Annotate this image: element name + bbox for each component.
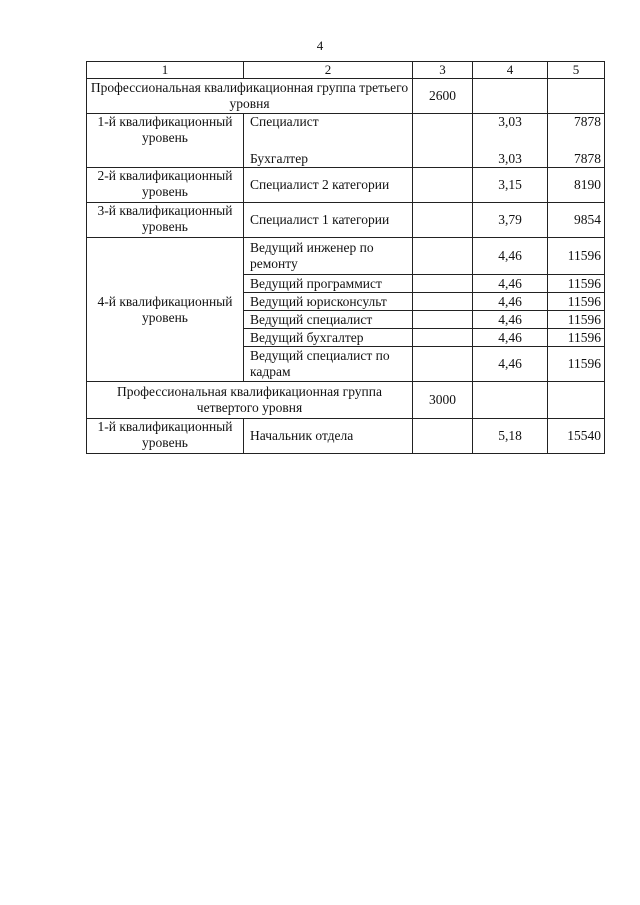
salary: 11596 xyxy=(548,293,605,311)
salary-table xyxy=(86,61,605,454)
column-header: 5 xyxy=(548,62,605,79)
coefficient: 3,03 xyxy=(498,151,522,166)
empty-cell xyxy=(413,311,473,329)
empty-cell xyxy=(413,347,473,382)
position-name: Ведущий специалист по кадрам xyxy=(244,347,413,382)
coefficient: 4,46 xyxy=(473,293,548,311)
group-title: Профессиональная квалификационная группа четвертого уровня xyxy=(87,382,413,419)
position-name: Специалист 2 категории xyxy=(244,168,413,203)
empty-cell xyxy=(413,114,473,168)
position-name: Ведущий инженер по ремонту xyxy=(244,238,413,275)
qualification-level: 1-й квалификационный уровень xyxy=(87,114,244,168)
salary: 11596 xyxy=(548,347,605,382)
position-name: Ведущий бухгалтер xyxy=(244,329,413,347)
page-number: 4 xyxy=(316,38,324,53)
coefficient: 3,79 xyxy=(473,203,548,238)
group-base-salary: 3000 xyxy=(413,382,473,419)
column-header: 3 xyxy=(413,62,473,79)
empty-cell xyxy=(413,329,473,347)
empty-cell xyxy=(413,293,473,311)
position-cell xyxy=(244,114,413,168)
position-name: Бухгалтер xyxy=(250,151,308,166)
table-row xyxy=(87,168,605,203)
coefficient: 4,46 xyxy=(473,275,548,293)
position-name: Специалист 1 категории xyxy=(244,203,413,238)
empty-cell xyxy=(413,168,473,203)
group-row xyxy=(87,382,605,419)
salary: 11596 xyxy=(548,329,605,347)
salary: 7878 xyxy=(574,151,601,166)
position-name: Ведущий юрисконсульт xyxy=(244,293,413,311)
empty-cell xyxy=(548,79,605,114)
table-row xyxy=(87,114,605,168)
column-header: 2 xyxy=(244,62,413,79)
salary: 9854 xyxy=(548,203,605,238)
table-row xyxy=(87,238,605,275)
empty-cell xyxy=(413,419,473,454)
table-header-row xyxy=(87,62,605,79)
column-header: 1 xyxy=(87,62,244,79)
coefficient: 4,46 xyxy=(473,329,548,347)
empty-cell xyxy=(413,203,473,238)
salary: 11596 xyxy=(548,311,605,329)
coefficient: 5,18 xyxy=(473,419,548,454)
column-header: 4 xyxy=(473,62,548,79)
salary: 11596 xyxy=(548,275,605,293)
position-name: Специалист xyxy=(250,114,319,129)
empty-cell xyxy=(473,79,548,114)
empty-cell xyxy=(413,238,473,275)
salary: 8190 xyxy=(548,168,605,203)
salary: 15540 xyxy=(548,419,605,454)
qualification-level: 2-й квалификационный уровень xyxy=(87,168,244,203)
salary-cell xyxy=(548,114,605,168)
salary: 11596 xyxy=(548,238,605,275)
coefficient: 4,46 xyxy=(473,311,548,329)
coefficient: 4,46 xyxy=(473,238,548,275)
qualification-level: 1-й квалификационный уровень xyxy=(87,419,244,454)
position-name: Ведущий программист xyxy=(244,275,413,293)
qualification-level: 4-й квалификационный уровень xyxy=(87,238,244,382)
qualification-level: 3-й квалификационный уровень xyxy=(87,203,244,238)
table-row xyxy=(87,203,605,238)
coefficient-cell xyxy=(473,114,548,168)
empty-cell xyxy=(413,275,473,293)
empty-cell xyxy=(473,382,548,419)
group-row xyxy=(87,79,605,114)
group-base-salary: 2600 xyxy=(413,79,473,114)
position-name: Начальник отдела xyxy=(244,419,413,454)
coefficient: 3,15 xyxy=(473,168,548,203)
salary: 7878 xyxy=(574,114,601,129)
coefficient: 3,03 xyxy=(498,114,522,129)
empty-cell xyxy=(548,382,605,419)
group-title: Профессиональная квалификационная группа третьего уровня xyxy=(87,79,413,114)
table-row xyxy=(87,419,605,454)
position-name: Ведущий специалист xyxy=(244,311,413,329)
coefficient: 4,46 xyxy=(473,347,548,382)
